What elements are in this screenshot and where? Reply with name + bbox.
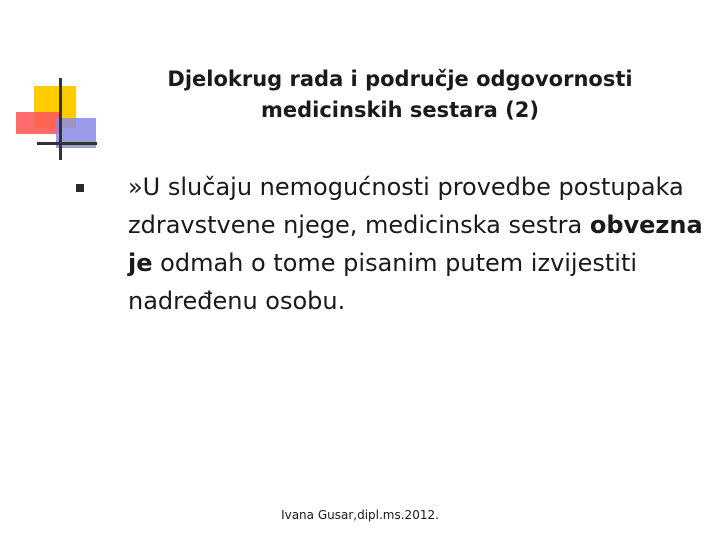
slide-title <box>100 64 700 126</box>
slide-footer: Ivana Gusar,dipl.ms.2012. <box>281 508 439 522</box>
bullet-emphasis: obvezna je <box>128 211 703 277</box>
bullet-text <box>128 168 710 320</box>
square-bullet-icon <box>76 184 84 192</box>
bullet-text-after: odmah o tome pisanim putem izvijestiti nadređenu osobu. <box>128 249 638 315</box>
bullet-text-before: »U slučaju nemogućnosti provedbe postupaka zdravstvene njege, medicinska sestra <box>128 173 684 239</box>
slide-title-line-2: medicinskih sestara (2) <box>261 98 539 122</box>
slide-title-line-1: Djelokrug rada i područje odgovornosti <box>167 67 633 91</box>
bullet-item <box>70 168 710 320</box>
color-blocks-logo <box>0 0 110 170</box>
slide-body <box>70 168 710 320</box>
logo-vertical-line <box>59 78 62 160</box>
logo-horizontal-line <box>37 142 97 145</box>
